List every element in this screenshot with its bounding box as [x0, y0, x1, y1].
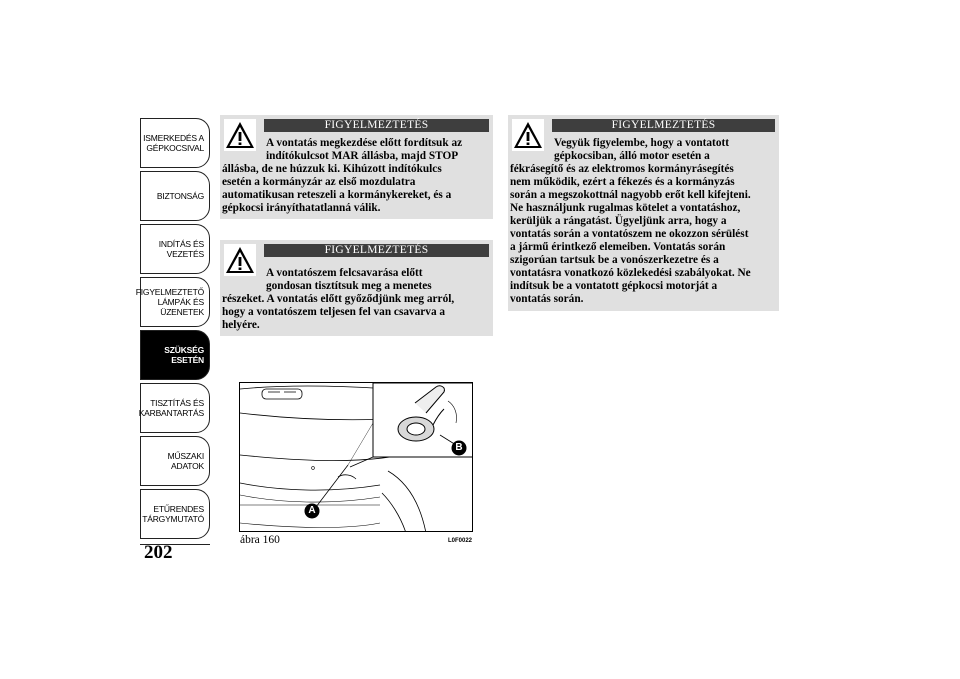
tab-label: [136, 287, 204, 317]
tab-label: [139, 398, 204, 418]
warning-line: indítsuk be a vontatott gépkocsi motorját a: [510, 280, 718, 292]
tab-label-line: ÜZENETEK: [160, 307, 204, 317]
tab-label-line: LÁMPÁK ÉS: [157, 297, 204, 307]
warning-text: [222, 267, 490, 332]
callout-b-label: B: [455, 442, 463, 453]
warning-header: FIGYELMEZTETÉS: [264, 119, 489, 132]
tab-biztonsag[interactable]: [140, 171, 210, 221]
warning-text: [510, 137, 778, 306]
tab-label: [142, 504, 204, 524]
callout-a-label: A: [308, 505, 316, 516]
tab-label: [141, 345, 204, 365]
warning-line: hogy a vontatószem teljesen fel van csavarva a: [222, 306, 446, 318]
warning-line: vontatás során.: [510, 293, 584, 305]
tab-tisztitas[interactable]: [140, 383, 210, 433]
tab-ismerkedes[interactable]: [140, 118, 210, 168]
tab-label-line: ISMERKEDÉS A: [143, 133, 204, 143]
warning-header: FIGYELMEZTETÉS: [264, 244, 489, 257]
tab-label-line: ETŰRENDES: [153, 504, 204, 514]
warning-text: [222, 137, 490, 215]
tab-label: [141, 451, 204, 471]
warning-line: Vegyük figyelembe, hogy a vontatott: [554, 137, 729, 149]
tab-label-line: KARBANTARTÁS: [138, 408, 204, 418]
warning-line: vontatásra vonatkozó közlekedési szabályokat. Ne: [510, 267, 751, 279]
car-rear-illustration: [240, 383, 473, 532]
tab-label: [143, 133, 204, 153]
tab-label-line: VEZETÉS: [166, 249, 204, 259]
tab-label-line: MŰSZAKI ADATOK: [167, 451, 204, 471]
warning-line: gépkocsiban, álló motor esetén a: [554, 150, 710, 162]
warning-line: gépkocsi irányíthatatlanná válik.: [222, 202, 381, 214]
tab-label-line: GÉPKOCSIVAL: [146, 143, 204, 153]
tab-szukseg-eseten[interactable]: [140, 330, 210, 380]
warning-line: szigorúan tartsuk be a vonószerkezetre és a: [510, 254, 719, 266]
warning-line: A vontatószem felcsavarása előtt: [266, 267, 423, 279]
tab-label-line: INDÍTÁS ÉS: [158, 239, 204, 249]
warning-line: során a megszokottnál nagyobb erőt kell kifejteni.: [510, 189, 751, 201]
warning-line: fékrásegítő és az elektromos kormányrásegítés: [510, 163, 734, 175]
warning-line: vontatás során a vontatószem ne okozzon sérülést: [510, 228, 749, 240]
tab-figyelmezteto[interactable]: [135, 277, 210, 327]
warning-line: állásba, de ne húzzuk ki. Kihúzott indítókulcs: [222, 163, 442, 175]
warning-line: Ne használjunk rugalmas kötelet a vontatáshoz,: [510, 202, 741, 214]
tab-label-line: FIGYELMEZTETŐ: [135, 287, 204, 297]
warning-line: nem működik, ezért a fékezés és a kormányzás: [510, 176, 735, 188]
tab-label-line: BIZTONSÁG: [156, 191, 204, 201]
warning-box: [220, 115, 493, 219]
tab-label-line: SZÜKSÉG ESETÉN: [164, 345, 204, 365]
page-number: 202: [144, 542, 173, 563]
warning-box: [220, 240, 493, 336]
tab-label: [157, 191, 204, 201]
tab-inditas[interactable]: [140, 224, 210, 274]
warning-line: automatikusan reteszeli a kormánykereket, és a: [222, 189, 452, 201]
warning-line: a jármű érintkező elemeiben. Vontatás során: [510, 241, 726, 253]
tab-label-line: TÁRGYMUTATÓ: [142, 514, 204, 524]
tab-muszaki-adatok[interactable]: [140, 436, 210, 486]
tab-targymutato[interactable]: [140, 489, 210, 539]
warning-line: részeket. A vontatás előtt győződjünk meg arról,: [222, 293, 455, 305]
warning-box: [508, 115, 779, 311]
tab-label-line: TISZTÍTÁS ÉS: [150, 398, 204, 408]
figure-code: L0F0022: [448, 538, 473, 544]
warning-header: FIGYELMEZTETÉS: [552, 119, 775, 132]
warning-line: gondosan tisztítsuk meg a menetes: [266, 280, 432, 292]
warning-line: indítókulcsot MAR állásba, majd STOP: [266, 150, 459, 162]
tab-label: [159, 239, 204, 259]
figure-caption: ábra 160: [240, 534, 280, 546]
warning-line: kerüljük a rángatást. Ügyeljünk arra, hogy a: [510, 215, 727, 227]
warning-line: helyére.: [222, 319, 260, 331]
warning-line: A vontatás megkezdése előtt fordítsuk az: [266, 137, 463, 149]
towing-eye-figure: [239, 382, 473, 532]
warning-line: esetén a kormányzár az első mozdulatra: [222, 176, 416, 188]
